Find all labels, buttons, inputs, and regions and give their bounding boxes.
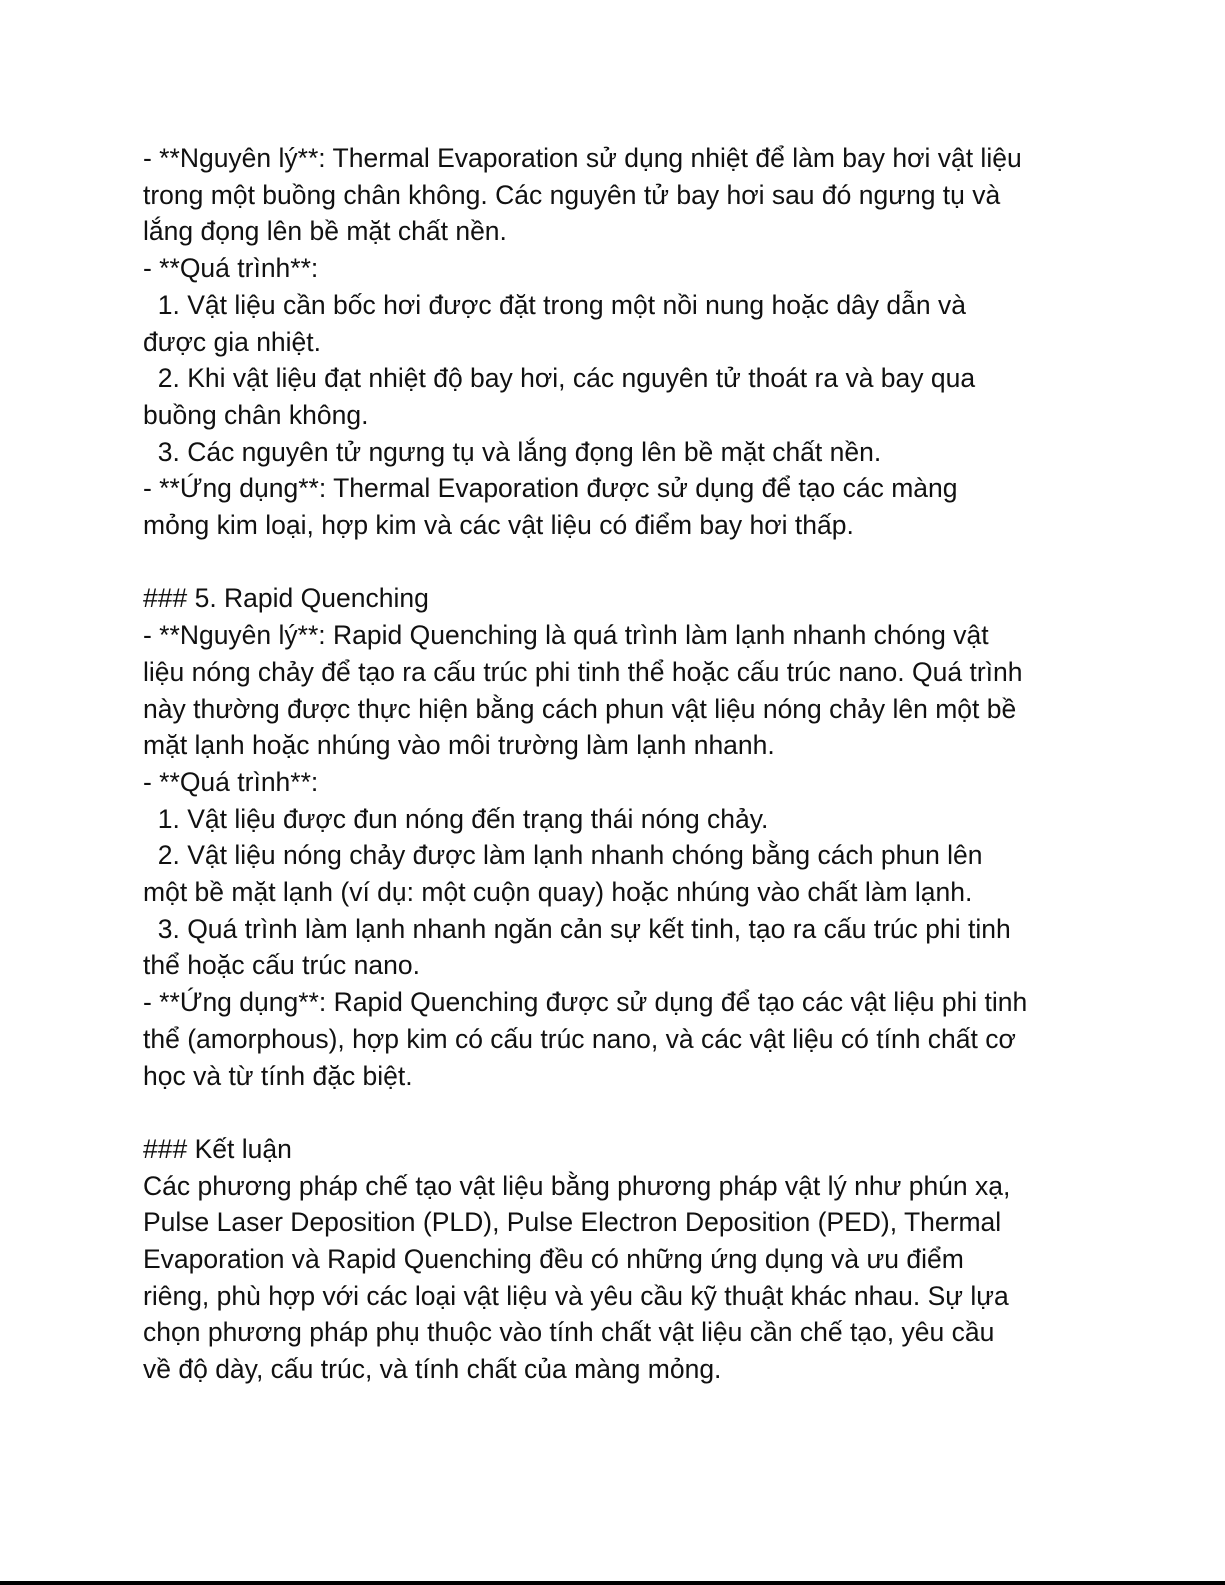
section-heading: ### Kết luận: [143, 1133, 292, 1164]
conclusion-section: [143, 1131, 1103, 1388]
process-heading: - **Quá trình**:: [143, 253, 319, 284]
text-line: Evaporation và Rapid Quenching đều có những ứng dụng và ưu điểm: [143, 1244, 964, 1275]
section-heading: ### 5. Rapid Quenching: [143, 583, 429, 614]
list-item: 2. Vật liệu nóng chảy được làm lạnh nhanh chóng bằng cách phun lên: [143, 840, 983, 871]
text-line: trong một buồng chân không. Các nguyên tử bay hơi sau đó ngưng tụ và: [143, 179, 1001, 210]
text-line: - **Nguyên lý**: Thermal Evaporation sử dụng nhiệt để làm bay hơi vật liệu: [143, 143, 1022, 173]
text-line: - **Nguyên lý**: Rapid Quenching là quá trình làm lạnh nhanh chóng vật: [143, 620, 989, 651]
text-line: về độ dày, cấu trúc, và tính chất của màng mỏng.: [143, 1354, 722, 1385]
text-line: Các phương pháp chế tạo vật liệu bằng phương pháp vật lý như phún xạ,: [143, 1170, 1011, 1201]
text-line: - **Ứng dụng**: Rapid Quenching được sử dụng để tạo các vật liệu phi tinh: [143, 987, 1028, 1018]
list-item: 2. Khi vật liệu đạt nhiệt độ bay hơi, các nguyên tử thoát ra và bay qua: [143, 363, 976, 394]
text-line: một bề mặt lạnh (ví dụ: một cuộn quay) hoặc nhúng vào chất làm lạnh.: [143, 877, 973, 908]
paragraph-spacer: [143, 544, 1103, 581]
list-item: 1. Vật liệu cần bốc hơi được đặt trong một nồi nung hoặc dây dẫn và: [143, 289, 966, 320]
text-line: này thường được thực hiện bằng cách phun vật liệu nóng chảy lên một bề: [143, 693, 1017, 724]
text-line: được gia nhiệt.: [143, 326, 322, 357]
text-line: học và từ tính đặc biệt.: [143, 1060, 413, 1091]
text-line: thể hoặc cấu trúc nano.: [143, 950, 420, 981]
text-line: riêng, phù hợp với các loại vật liệu và yêu cầu kỹ thuật khác nhau. Sự lựa: [143, 1280, 1009, 1311]
text-line: thể (amorphous), hợp kim có cấu trúc nano, và các vật liệu có tính chất cơ: [143, 1023, 1016, 1054]
rapid-quenching-section: [143, 580, 1103, 1094]
text-line: buồng chân không.: [143, 399, 369, 430]
list-item: 1. Vật liệu được đun nóng đến trạng thái nóng chảy.: [143, 803, 769, 834]
document-body: [143, 140, 1103, 1388]
text-line: Pulse Laser Deposition (PLD), Pulse Electron Deposition (PED), Thermal: [143, 1207, 1002, 1238]
text-line: mặt lạnh hoặc nhúng vào môi trường làm lạnh nhanh.: [143, 730, 775, 761]
thermal-evaporation-principle: [143, 140, 1103, 250]
thermal-evaporation-process: [143, 250, 1103, 470]
text-line: mỏng kim loại, hợp kim và các vật liệu có điểm bay hơi thấp.: [143, 510, 854, 541]
text-line: liệu nóng chảy để tạo ra cấu trúc phi tinh thể hoặc cấu trúc nano. Quá trình: [143, 656, 1023, 687]
page-bottom-border: [0, 1581, 1225, 1585]
list-item: 3. Các nguyên tử ngưng tụ và lắng đọng lên bề mặt chất nền.: [143, 436, 882, 467]
list-item: 3. Quá trình làm lạnh nhanh ngăn cản sự kết tinh, tạo ra cấu trúc phi tinh: [143, 913, 1011, 944]
text-line: lắng đọng lên bề mặt chất nền.: [143, 216, 507, 247]
text-line: - **Ứng dụng**: Thermal Evaporation được sử dụng để tạo các màng: [143, 473, 958, 504]
process-heading: - **Quá trình**:: [143, 766, 319, 797]
paragraph-spacer: [143, 1094, 1103, 1131]
thermal-evaporation-application: [143, 470, 1103, 543]
text-line: chọn phương pháp phụ thuộc vào tính chất vật liệu cần chế tạo, yêu cầu: [143, 1317, 995, 1348]
